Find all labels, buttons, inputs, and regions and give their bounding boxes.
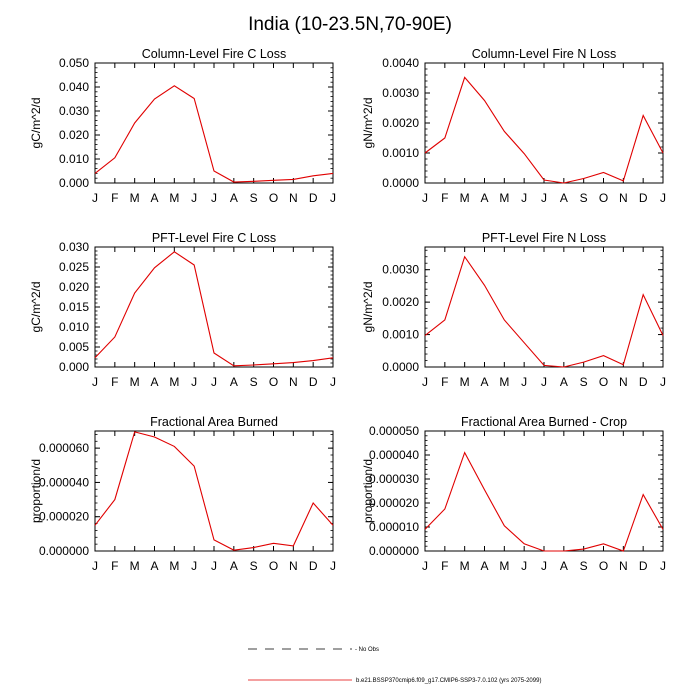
- y-axis-label: gN/m^2/d: [361, 281, 375, 333]
- x-tick-label: J: [191, 191, 198, 205]
- x-tick-label: M: [129, 375, 140, 389]
- y-tick-label: 0.000050: [368, 424, 419, 438]
- y-axis-label: proportion/d: [361, 458, 375, 524]
- x-tick-label: S: [249, 559, 258, 573]
- legend: [248, 647, 541, 684]
- x-tick-label: J: [330, 375, 336, 389]
- x-tick-label: A: [559, 559, 568, 573]
- y-tick-label: 0.000030: [368, 472, 419, 486]
- x-tick-label: M: [129, 559, 140, 573]
- y-tick-label: 0.000000: [38, 544, 89, 558]
- x-tick-label: A: [559, 191, 568, 205]
- series-line-1: [95, 432, 333, 550]
- y-tick-label: 0.0000: [382, 360, 419, 374]
- y-tick-label: 0.010: [58, 152, 89, 166]
- y-tick-label: 0.000020: [38, 509, 89, 524]
- panel-title: PFT-Level Fire N Loss: [481, 231, 607, 245]
- x-tick-label: N: [288, 375, 298, 389]
- x-tick-label: J: [191, 559, 198, 573]
- y-tick-label: 0.000: [58, 176, 89, 190]
- y-tick-label: 0.005: [58, 340, 89, 354]
- x-tick-label: A: [150, 191, 159, 205]
- series-line-1: [425, 257, 663, 367]
- series-line-1: [95, 252, 333, 366]
- x-tick-label: D: [638, 375, 648, 389]
- x-tick-label: S: [579, 191, 588, 205]
- x-tick-label: J: [660, 191, 666, 205]
- page-title: India (10-23.5N,70-90E): [248, 14, 452, 35]
- x-tick-label: M: [169, 559, 180, 573]
- x-tick-label: M: [499, 375, 510, 389]
- x-tick-label: D: [638, 559, 648, 573]
- x-tick-label: J: [521, 191, 528, 205]
- x-tick-label: M: [459, 375, 470, 389]
- legend-obs-label: - No Obs: [355, 647, 380, 653]
- y-tick-label: 0.000: [58, 360, 89, 374]
- plot-frame: [425, 431, 663, 551]
- panel-title: Fractional Area Burned - Crop: [460, 415, 628, 429]
- y-tick-label: 0.0010: [382, 327, 419, 342]
- chart-panel-5: [29, 415, 336, 573]
- x-tick-label: O: [268, 375, 279, 389]
- x-tick-label: S: [249, 191, 258, 205]
- x-tick-label: F: [441, 559, 449, 573]
- x-tick-label: J: [211, 375, 217, 389]
- x-tick-label: S: [579, 375, 588, 389]
- x-tick-label: M: [459, 559, 470, 573]
- y-tick-label: 0.0020: [382, 295, 419, 310]
- x-tick-label: D: [308, 375, 318, 389]
- x-tick-label: N: [618, 375, 628, 389]
- chart-panel-6: [361, 415, 666, 573]
- y-tick-label: 0.000000: [368, 544, 419, 558]
- x-tick-label: A: [150, 559, 159, 573]
- x-tick-label: J: [422, 559, 428, 573]
- x-tick-label: J: [541, 375, 547, 389]
- y-axis-label: gC/m^2/d: [29, 281, 43, 333]
- chart-panel-4: [361, 231, 666, 389]
- series-line-1: [95, 86, 333, 182]
- x-tick-label: N: [288, 559, 298, 573]
- chart-panel-1: [29, 47, 336, 205]
- x-tick-label: M: [129, 191, 140, 205]
- y-tick-label: 0.000060: [38, 441, 89, 456]
- y-tick-label: 0.0040: [382, 56, 419, 70]
- y-tick-label: 0.0020: [382, 116, 419, 130]
- x-tick-label: A: [150, 375, 159, 389]
- x-tick-label: S: [249, 375, 258, 389]
- y-tick-label: 0.030: [58, 240, 89, 254]
- x-tick-label: J: [422, 191, 428, 205]
- y-tick-label: 0.000020: [368, 496, 419, 510]
- x-tick-label: N: [618, 559, 628, 573]
- x-tick-label: A: [480, 191, 489, 205]
- y-axis-label: proportion/d: [29, 458, 43, 524]
- x-tick-label: J: [541, 559, 547, 573]
- x-tick-label: J: [211, 191, 217, 205]
- panel-title: PFT-Level Fire C Loss: [151, 231, 277, 245]
- x-tick-label: A: [480, 375, 489, 389]
- x-tick-label: J: [92, 559, 98, 573]
- x-tick-label: A: [229, 191, 238, 205]
- x-tick-label: J: [660, 375, 666, 389]
- x-tick-label: M: [499, 191, 510, 205]
- x-tick-label: F: [111, 559, 119, 573]
- panel-title: Column-Level Fire C Loss: [141, 47, 287, 61]
- x-tick-label: N: [288, 191, 298, 205]
- x-tick-label: M: [459, 191, 470, 205]
- y-tick-label: 0.0030: [382, 262, 419, 277]
- x-tick-label: J: [521, 559, 528, 573]
- series-line-1: [425, 77, 663, 183]
- panel-title: Fractional Area Burned: [150, 415, 278, 429]
- plot-frame: [95, 63, 333, 183]
- y-axis-label: gC/m^2/d: [29, 97, 43, 149]
- chart-panel-3: [29, 231, 336, 389]
- x-tick-label: A: [559, 375, 568, 389]
- y-tick-label: 0.010: [58, 320, 89, 334]
- x-tick-label: A: [480, 559, 489, 573]
- y-tick-label: 0.0000: [382, 176, 419, 190]
- x-tick-label: O: [268, 191, 279, 205]
- y-tick-label: 0.000040: [38, 475, 89, 490]
- x-tick-label: A: [229, 375, 238, 389]
- legend-model-label: b.e21.BSSP370cmip6.f09_g17.CMIP6-SSP3-7.0.102 (yrs 2075-2099): [356, 678, 542, 684]
- x-tick-label: M: [169, 375, 180, 389]
- x-tick-label: A: [229, 559, 238, 573]
- x-tick-label: J: [541, 191, 547, 205]
- x-tick-label: J: [521, 375, 528, 389]
- x-tick-label: J: [422, 375, 428, 389]
- y-tick-label: 0.015: [58, 300, 89, 314]
- x-tick-label: J: [92, 191, 98, 205]
- y-tick-label: 0.000010: [368, 520, 419, 534]
- y-tick-label: 0.000040: [368, 448, 419, 462]
- y-tick-label: 0.040: [58, 80, 89, 94]
- y-tick-label: 0.050: [58, 56, 89, 70]
- x-tick-label: F: [111, 375, 119, 389]
- panel-title: Column-Level Fire N Loss: [471, 47, 617, 61]
- x-tick-label: J: [330, 191, 336, 205]
- x-tick-label: S: [579, 559, 588, 573]
- y-axis-label: gN/m^2/d: [361, 97, 375, 149]
- x-tick-label: D: [308, 559, 318, 573]
- plot-frame: [95, 431, 333, 551]
- chart-panel-2: [361, 47, 666, 205]
- plot-frame: [95, 247, 333, 367]
- y-tick-label: 0.025: [58, 260, 89, 274]
- x-tick-label: F: [441, 191, 449, 205]
- x-tick-label: D: [638, 191, 648, 205]
- x-tick-label: O: [598, 191, 609, 205]
- series-line-1: [425, 453, 663, 551]
- x-tick-label: F: [111, 191, 119, 205]
- x-tick-label: O: [598, 375, 609, 389]
- plot-frame: [425, 63, 663, 183]
- x-tick-label: J: [191, 375, 198, 389]
- x-tick-label: O: [598, 559, 609, 573]
- y-tick-label: 0.020: [58, 280, 89, 294]
- panels: [29, 47, 666, 573]
- y-tick-label: 0.0030: [382, 86, 419, 100]
- x-tick-label: J: [92, 375, 98, 389]
- y-tick-label: 0.020: [58, 128, 89, 142]
- x-tick-label: J: [330, 559, 336, 573]
- x-tick-label: F: [441, 375, 449, 389]
- x-tick-label: O: [268, 559, 279, 573]
- x-tick-label: D: [308, 191, 318, 205]
- y-tick-label: 0.0010: [382, 146, 419, 160]
- x-tick-label: J: [211, 559, 217, 573]
- x-tick-label: M: [169, 191, 180, 205]
- x-tick-label: M: [499, 559, 510, 573]
- y-tick-label: 0.030: [58, 104, 89, 118]
- x-tick-label: J: [660, 559, 666, 573]
- x-tick-label: N: [618, 191, 628, 205]
